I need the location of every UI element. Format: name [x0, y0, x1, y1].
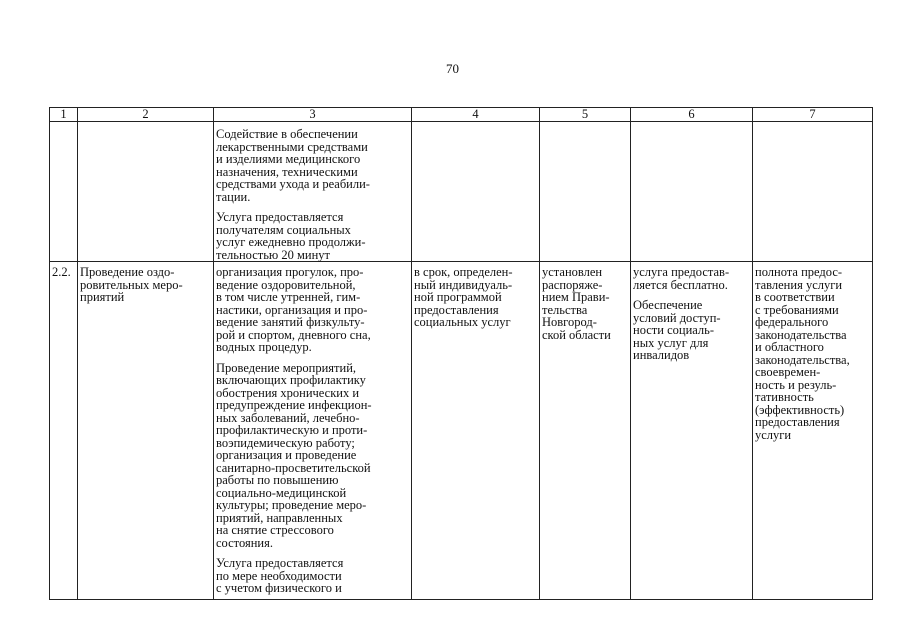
- text-line: рой и спортом, дневного сна,: [216, 327, 371, 342]
- text-line: нием Прави-: [542, 290, 610, 304]
- text-line: федерального: [755, 315, 829, 329]
- text-line: услуга предостав-: [633, 265, 730, 279]
- text-line: лекарственными средствами: [216, 139, 368, 154]
- column-number-row: [50, 108, 873, 122]
- column-header: 2: [78, 108, 214, 122]
- text-line: с учетом физического и: [216, 581, 342, 595]
- text-line: Услуга предоставляется: [216, 556, 344, 570]
- text-line: услуги: [755, 427, 792, 442]
- cell-paragraph: [414, 266, 537, 329]
- services-table: [49, 107, 873, 600]
- text-line: средствами ухода и реабили-: [216, 177, 370, 191]
- text-line: распоряже-: [542, 277, 603, 292]
- text-line: ный индивидуаль-: [414, 277, 513, 292]
- cell-paragraph: [755, 266, 870, 441]
- text-line: приятий: [80, 290, 125, 304]
- text-line: предоставления: [755, 415, 840, 429]
- quality-criteria-cell: [753, 262, 873, 600]
- text-line: ляется бесплатно.: [633, 277, 728, 292]
- cost-cell: [631, 262, 753, 600]
- text-line: в срок, определен-: [414, 265, 513, 279]
- text-line: настики, организация и про-: [216, 302, 368, 317]
- text-line: назначения, техническими: [216, 164, 358, 179]
- text-line: ской области: [542, 327, 611, 342]
- text-line: тельностью 20 минут: [216, 247, 331, 262]
- text-line: и областного: [755, 340, 824, 354]
- text-line: социальных услуг: [414, 315, 511, 329]
- text-line: Обеспечение: [633, 298, 703, 312]
- row-number-cell: [50, 122, 78, 262]
- cost-cell: [631, 122, 753, 262]
- text-line: тельства: [542, 302, 588, 317]
- text-line: состояния.: [216, 535, 273, 550]
- text-line: полнота предос-: [755, 265, 843, 279]
- text-line: в соответствии: [755, 290, 835, 304]
- text-line: и изделиями медицинского: [216, 152, 361, 166]
- text-line: Услуга предоставляется: [216, 210, 344, 224]
- text-line: ных заболеваний, лечебно-: [216, 410, 360, 425]
- text-line: ной программой: [414, 290, 502, 304]
- service-description-cell: [214, 262, 412, 600]
- text-line: профилактическую и проти-: [216, 423, 368, 437]
- text-line: в том числе утренней, гим-: [216, 290, 361, 304]
- text-line: на снятие стрессового: [216, 523, 334, 537]
- text-line: по мере необходимости: [216, 568, 342, 583]
- regulation-cell: [540, 122, 631, 262]
- term-cell: [412, 122, 540, 262]
- text-line: культуры; проведение меро-: [216, 498, 367, 512]
- table-row: [50, 262, 873, 600]
- text-line: Проведение мероприятий,: [216, 360, 357, 375]
- text-line: услуг ежедневно продолжи-: [216, 235, 366, 249]
- text-line: ведение занятий физкульту-: [216, 315, 365, 329]
- text-line: водных процедур.: [216, 340, 312, 354]
- column-header: 7: [753, 108, 873, 122]
- text-line: тавления услуги: [755, 277, 843, 292]
- column-header: 4: [412, 108, 540, 122]
- cell-paragraph: [542, 266, 628, 341]
- text-line: получателям социальных: [216, 222, 351, 237]
- text-line: ность и резуль-: [755, 377, 837, 392]
- column-header: 3: [214, 108, 412, 122]
- text-line: воэпидемическую работу;: [216, 435, 355, 450]
- text-line: законодательства,: [755, 352, 850, 367]
- text-line: работы по повышению: [216, 473, 339, 487]
- quality-criteria-cell: [753, 122, 873, 262]
- cell-paragraph: [216, 362, 409, 550]
- text-line: включающих профилактику: [216, 373, 366, 387]
- table-row: [50, 122, 873, 262]
- text-line: ведение оздоровительной,: [216, 277, 356, 292]
- text-line: приятий, направленных: [216, 510, 343, 525]
- text-line: предоставления: [414, 302, 499, 317]
- text-line: предупреждение инфекцион-: [216, 398, 372, 412]
- text-line: санитарно-просветительской: [216, 460, 371, 475]
- cell-paragraph: [216, 557, 409, 595]
- text-line: тативность: [755, 390, 814, 404]
- cell-paragraph: [80, 266, 211, 304]
- regulation-cell: [540, 262, 631, 600]
- cell-paragraph: [216, 128, 409, 203]
- text-line: обострения хронических и: [216, 385, 360, 400]
- cell-paragraph: [633, 266, 750, 291]
- service-name-cell: [78, 262, 214, 600]
- cell-paragraph: [216, 266, 409, 354]
- text-line: Проведение оздо-: [80, 265, 175, 279]
- text-line: Содействие в обеспечении: [216, 127, 358, 141]
- text-line: организация и проведение: [216, 448, 357, 462]
- text-line: установлен: [542, 265, 603, 279]
- row-number-cell: 2.2.: [50, 262, 78, 600]
- text-line: социально-медицинской: [216, 485, 347, 500]
- service-name-cell: [78, 122, 214, 262]
- column-header: 6: [631, 108, 753, 122]
- text-line: организация прогулок, про-: [216, 265, 364, 279]
- text-line: ных услуг для: [633, 335, 709, 350]
- text-line: своевремен-: [755, 365, 821, 379]
- text-line: ровительных меро-: [80, 277, 183, 292]
- text-line: инвалидов: [633, 348, 690, 362]
- text-line: тации.: [216, 189, 251, 204]
- term-cell: [412, 262, 540, 600]
- text-line: (эффективность): [755, 402, 845, 417]
- text-line: условий доступ-: [633, 310, 721, 325]
- text-line: ности социаль-: [633, 323, 715, 337]
- cell-paragraph: [216, 211, 409, 261]
- column-header: 5: [540, 108, 631, 122]
- service-description-cell: [214, 122, 412, 262]
- text-line: законодательства: [755, 327, 847, 342]
- text-line: Новгород-: [542, 315, 597, 329]
- page-number: 70: [446, 61, 459, 76]
- cell-paragraph: [633, 299, 750, 362]
- column-header: 1: [50, 108, 78, 122]
- text-line: с требованиями: [755, 302, 839, 317]
